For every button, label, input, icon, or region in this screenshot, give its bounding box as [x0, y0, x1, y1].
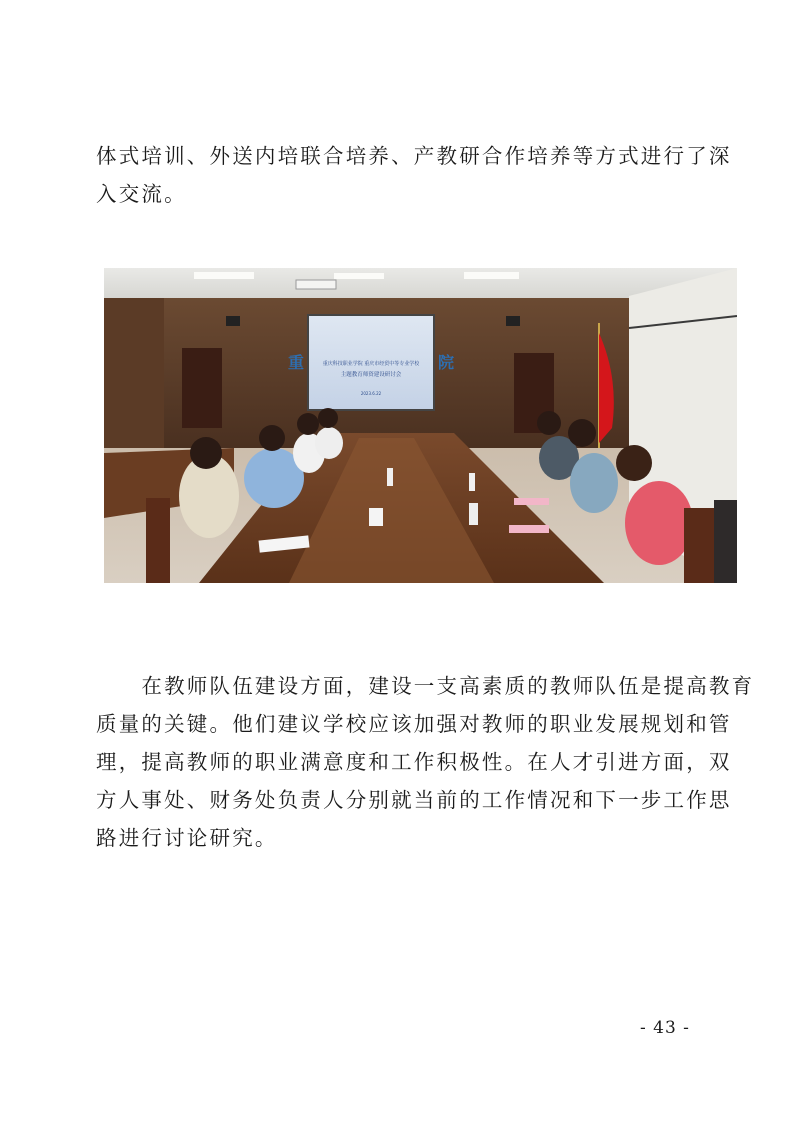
screen-title-line2: 主题教育师资建设研讨会: [340, 372, 402, 378]
text-line: 入交流。: [96, 182, 187, 206]
text-line: 体式培训、外送内培联合培养、产教研合作培养等方式进行了深: [96, 144, 732, 168]
wall-logo-left: 重: [287, 353, 305, 372]
meeting-photo: [104, 268, 737, 583]
paragraph-2: [96, 667, 755, 857]
text-line: 在教师队伍建设方面，建设一支高素质的教师队伍是提高教育: [96, 674, 755, 698]
screen-date: 2023.6.22: [360, 391, 382, 396]
paragraph-1: [96, 137, 732, 213]
text-line: 路进行讨论研究。: [96, 826, 278, 850]
page-number: - 43 -: [640, 1018, 690, 1038]
text-line: 方人事处、财务处负责人分别就当前的工作情况和下一步工作思: [96, 788, 732, 812]
text-line: 理，提高教师的职业满意度和工作积极性。在人才引进方面，双: [96, 750, 732, 774]
wall-logo-right: 院: [437, 353, 455, 372]
text-line: 质量的关键。他们建议学校应该加强对教师的职业发展规划和管: [96, 712, 732, 736]
screen-title-line1: 重庆科技职业学院 重庆市经贸中等专业学校: [322, 361, 420, 367]
